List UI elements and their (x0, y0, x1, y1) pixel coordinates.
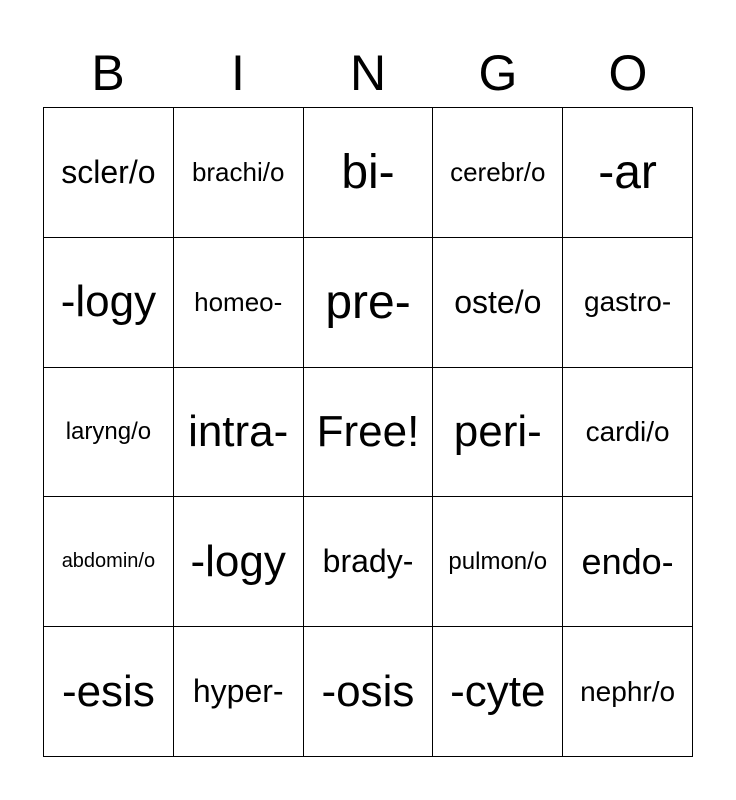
bingo-cell[interactable]: gastro- (563, 238, 693, 368)
bingo-cell[interactable]: scler/o (44, 108, 174, 238)
bingo-cell[interactable]: intra- (174, 368, 304, 498)
bingo-cell[interactable]: pre- (304, 238, 434, 368)
header-letter-o: O (608, 45, 648, 101)
bingo-cell[interactable]: oste/o (433, 238, 563, 368)
free-space-cell[interactable]: Free! (304, 368, 434, 498)
bingo-cell[interactable]: cerebr/o (433, 108, 563, 238)
bingo-card-grid (43, 107, 693, 757)
bingo-cell[interactable]: laryng/o (44, 368, 174, 498)
bingo-cell[interactable]: -esis (44, 627, 174, 757)
bingo-cell[interactable]: hyper- (174, 627, 304, 757)
bingo-cell[interactable]: -osis (304, 627, 434, 757)
bingo-cell[interactable]: brachi/o (174, 108, 304, 238)
bingo-cell[interactable]: brady- (304, 497, 434, 627)
bingo-cell[interactable]: -ar (563, 108, 693, 238)
bingo-cell[interactable]: abdomin/o (44, 497, 174, 627)
bingo-cell[interactable]: homeo- (174, 238, 304, 368)
bingo-cell[interactable]: -cyte (433, 627, 563, 757)
header-letter-i: I (231, 45, 245, 101)
bingo-cell[interactable]: endo- (563, 497, 693, 627)
header-letter-g: G (478, 45, 518, 101)
bingo-cell[interactable]: -logy (174, 497, 304, 627)
bingo-cell[interactable]: nephr/o (563, 627, 693, 757)
bingo-cell[interactable]: -logy (44, 238, 174, 368)
bingo-cell[interactable]: pulmon/o (433, 497, 563, 627)
bingo-cell[interactable]: cardi/o (563, 368, 693, 498)
bingo-cell[interactable]: peri- (433, 368, 563, 498)
header-letter-b: B (91, 45, 125, 101)
bingo-header (43, 40, 693, 106)
header-letter-n: N (349, 45, 387, 101)
bingo-cell[interactable]: bi- (304, 108, 434, 238)
